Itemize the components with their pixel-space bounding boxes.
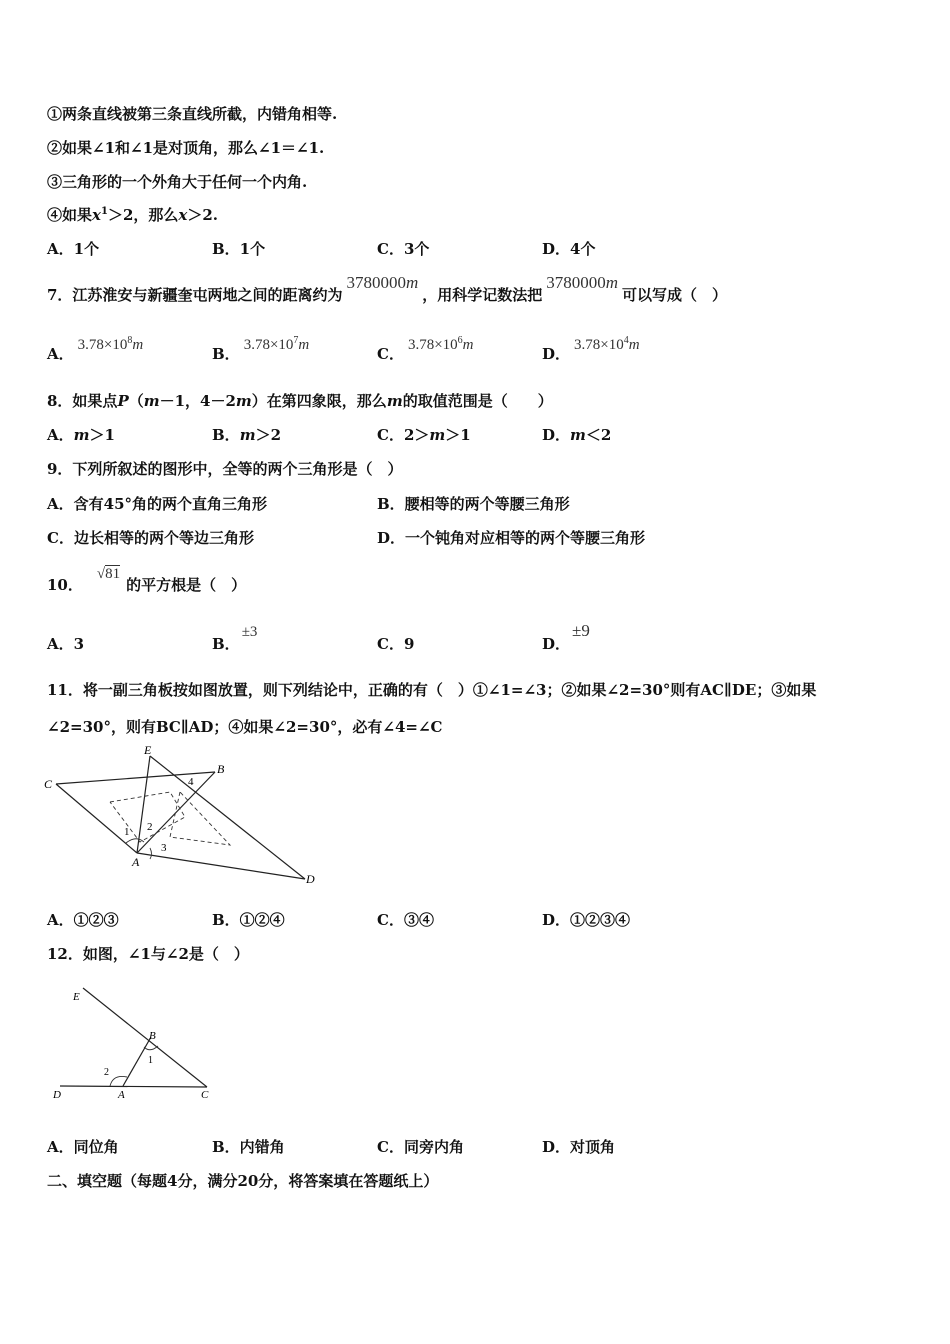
q11-line-ED: [150, 756, 305, 879]
q12-label-B: B: [149, 1030, 156, 1042]
q7-distance-value-2: 3780000m: [546, 273, 619, 292]
q11-angle-arc-1: [126, 839, 144, 843]
q8-option-b: B．m＞2: [212, 426, 281, 444]
q8-option-a: A．m＞1: [47, 426, 115, 444]
q12-label-E: E: [73, 991, 80, 1003]
q8-option-d: D．m＜2: [542, 426, 612, 444]
q11-label-3: 3: [161, 842, 167, 854]
q10-stem: 10．√81的平方根是（ ）: [47, 566, 247, 594]
q7-stem: 7．江苏淮安与新疆奎屯两地之间的距离约为3780000m，用科学记数法把3780000m可以写成（ ）: [47, 273, 728, 304]
q12-option-b: B．内错角: [212, 1138, 285, 1156]
q7-option-b: B． $3.78\times 10^7m$: [212, 335, 310, 363]
q12-line-AB: [123, 1037, 151, 1086]
q11-label-1: 1: [124, 826, 130, 838]
q12-option-a: A．同位角: [47, 1138, 119, 1156]
q9-option-d: D．一个钝角对应相等的两个等腰三角形: [377, 529, 646, 547]
q10-option-a: A．3: [47, 635, 85, 653]
q10-option-c: C．9: [377, 635, 415, 653]
q8-stem: 8．如果点P（m－1，4－2m）在第四象限，那么m的取值范围是（ ）: [47, 392, 553, 410]
q8-option-c: C．2＞m＞1: [377, 426, 471, 444]
q11-label-B: B: [217, 762, 225, 776]
q11-label-2: 2: [147, 821, 153, 833]
q9-option-a: A．含有45°角的两个直角三角形: [47, 495, 268, 513]
q11-option-a: A．①②③: [47, 911, 119, 929]
q7-option-a: A． $3.78\times 10^8m$: [47, 335, 144, 363]
q12-line-EC: [83, 988, 207, 1087]
q6-option-a: A．1个: [47, 240, 100, 258]
q11-label-A: A: [132, 855, 140, 869]
q11-label-E: E: [144, 743, 152, 757]
q9-stem: 9．下列所叙述的图形中，全等的两个三角形是（ ）: [47, 460, 403, 478]
section-2-title: 二、填空题（每题4分，满分20分，将答案填在答题纸上）: [47, 1172, 439, 1190]
q12-label-2: 2: [104, 1067, 109, 1078]
q12-stem: 12．如图，∠1与∠2是（ ）: [47, 945, 249, 963]
q6-statement-1: ①两条直线被第三条直线所截，内错角相等.: [47, 105, 338, 123]
q7-option-d: D． $3.78\times 10^4m$: [542, 335, 640, 363]
q6-statement-3: ③三角形的一个外角大于任何一个内角.: [47, 173, 308, 191]
q11-figure: [40, 742, 330, 892]
q11-option-b: B．①②④: [212, 911, 285, 929]
q6-option-d: D．4个: [542, 240, 596, 258]
q6-statement-4: ④如果$x^1>2$，那么x＞2.: [47, 206, 218, 224]
q12-label-C: C: [201, 1089, 209, 1101]
q7-distance-value: 3780000m: [346, 273, 419, 292]
q6-option-c: C．3个: [377, 240, 430, 258]
q11-angle-arc-3: [150, 848, 152, 859]
q7-option-c: C． $3.78\times 10^6m$: [377, 335, 474, 363]
q12-option-d: D．对顶角: [542, 1138, 616, 1156]
q12-label-1: 1: [148, 1055, 153, 1066]
q11-stem-line-1: 11．将一副三角板按如图放置，则下列结论中，正确的有（ ）①∠1=∠3；②如果∠2=30°则有AC∥DE；③如果: [47, 681, 817, 699]
q11-line-AD: [137, 853, 305, 879]
q6-statement-2: ②如果∠1和∠1是对顶角，那么∠1＝∠1.: [47, 139, 325, 157]
q11-option-d: D．①②③④: [542, 911, 631, 929]
q12-option-c: C．同旁内角: [377, 1138, 464, 1156]
q11-label-D: D: [306, 872, 315, 886]
q11-line-EA: [137, 756, 150, 853]
q12-line-DC: [60, 1086, 207, 1087]
q12-figure: [45, 980, 225, 1105]
q11-line-AB: [137, 772, 215, 853]
q11-option-c: C．③④: [377, 911, 434, 929]
q6-option-b: B．1个: [212, 240, 266, 258]
q9-option-c: C．边长相等的两个等边三角形: [47, 529, 254, 547]
q12-label-A: A: [118, 1089, 125, 1101]
q11-stem-line-2: ∠2=30°，则有BC∥AD；④如果∠2=30°，必有∠4=∠C: [47, 718, 443, 736]
q10-option-b: B．±3: [212, 624, 258, 653]
q11-line-CA: [56, 784, 137, 853]
q11-label-C: C: [44, 777, 53, 791]
q11-dashed-shape: [110, 792, 185, 842]
q9-option-b: B．腰相等的两个等腰三角形: [377, 495, 570, 513]
q11-dashed-shape-2: [170, 792, 230, 845]
q11-label-4: 4: [188, 776, 194, 788]
q10-option-d: D．±9: [542, 621, 590, 653]
q12-label-D: D: [53, 1089, 61, 1101]
sqrt-81: √81: [96, 566, 121, 582]
